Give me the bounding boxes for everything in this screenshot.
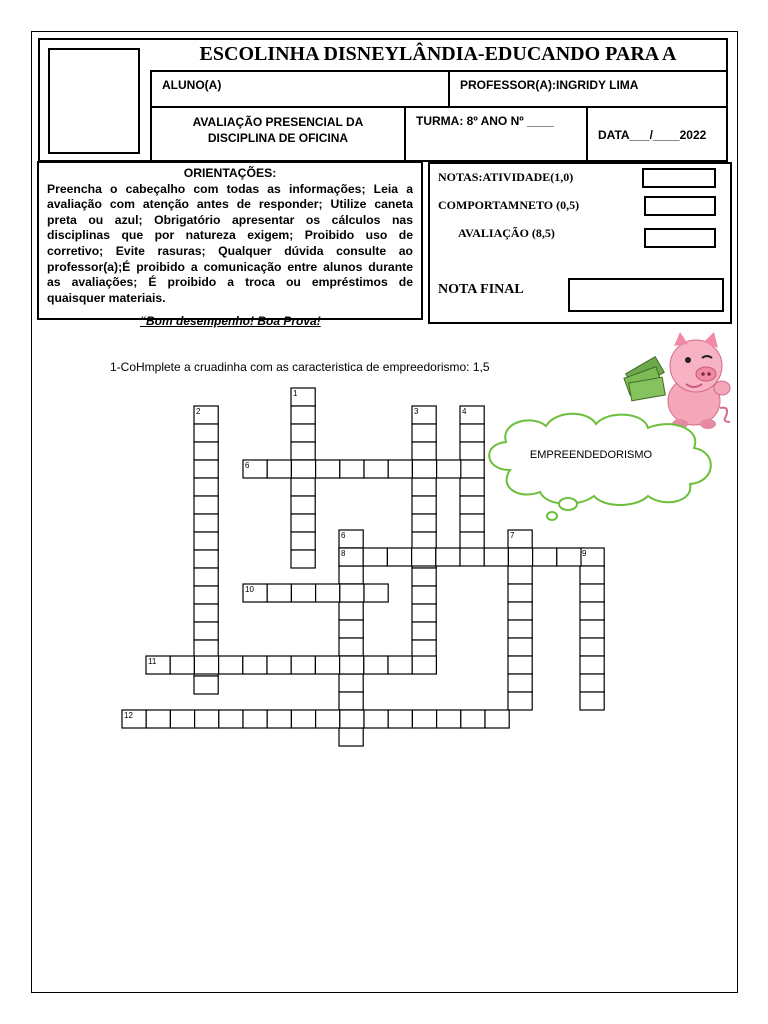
crossword-cell[interactable] [580,674,604,692]
crossword-cell[interactable] [267,460,291,478]
crossword-cell[interactable] [387,548,411,566]
crossword-cell[interactable] [340,584,364,602]
behavior-grade-label: COMPORTAMNETO (0,5) [438,198,580,212]
crossword-cell[interactable] [460,548,484,566]
crossword-cell[interactable] [291,656,315,674]
crossword-cell[interactable] [194,676,218,694]
crossword-cell[interactable] [194,424,218,442]
crossword-cell[interactable] [339,692,363,710]
crossword-cell[interactable] [291,496,315,514]
crossword-cell[interactable] [580,584,604,602]
crossword-cell[interactable] [194,478,218,496]
crossword-cell[interactable] [243,656,267,674]
crossword-cell[interactable] [412,710,436,728]
crossword-number: 11 [148,657,157,666]
crossword-cell[interactable] [580,566,604,584]
crossword-number: 2 [196,407,201,416]
crossword-cell[interactable] [533,548,557,566]
crossword-cell[interactable] [194,586,218,604]
crossword-cell[interactable] [291,514,315,532]
crossword-cell[interactable] [243,710,267,728]
crossword-cell[interactable] [412,586,436,604]
crossword-cell[interactable] [146,710,170,728]
teacher-label: PROFESSOR(A):INGRIDY LIMA [460,78,639,92]
crossword-cell[interactable] [291,550,315,568]
crossword-cell[interactable] [508,566,532,584]
crossword-number: 9 [582,549,587,558]
crossword-number: 12 [124,711,133,720]
crossword-cell[interactable] [291,584,315,602]
crossword-number: 8 [341,549,346,558]
crossword-cell[interactable] [412,496,436,514]
crossword-cell[interactable] [364,656,388,674]
crossword-cell[interactable] [339,674,363,692]
cloud-text: EMPREENDEDORISMO [529,449,653,461]
crossword-cell[interactable] [460,514,484,532]
crossword-cell[interactable] [291,442,315,460]
crossword-cell[interactable] [340,656,364,674]
crossword-cell[interactable] [508,638,532,656]
crossword-cell[interactable] [580,620,604,638]
crossword-cell[interactable] [412,442,436,460]
crossword-cell[interactable] [339,620,363,638]
crossword-cell[interactable] [267,584,291,602]
crossword-cell[interactable] [412,622,436,640]
crossword-number: 1 [293,389,298,398]
crossword-cell[interactable] [267,710,291,728]
crossword-cell[interactable] [340,460,364,478]
crossword-cell[interactable] [194,622,218,640]
crossword-cell[interactable] [508,602,532,620]
crossword-cell[interactable] [412,424,436,442]
student-label: ALUNO(A) [162,78,222,92]
crossword-cell[interactable] [339,728,363,746]
crossword-cell[interactable] [339,638,363,656]
crossword-cell[interactable] [580,656,604,674]
crossword-cell[interactable] [170,656,194,674]
crossword-number: 7 [510,531,515,540]
crossword-cell[interactable] [508,584,532,602]
crossword-cell[interactable] [194,514,218,532]
crossword-cell[interactable] [508,548,532,566]
crossword-cell[interactable] [388,460,412,478]
crossword-cell[interactable] [388,710,412,728]
crossword-cell[interactable] [194,532,218,550]
crossword-number: 6 [245,461,250,470]
crossword-cell[interactable] [291,710,315,728]
crossword-cell[interactable] [364,460,388,478]
crossword-cell[interactable] [460,532,484,550]
assessment-label: AVALIAÇÃO PRESENCIAL DA DISCIPLINA DE OFICINA [192,115,364,145]
crossword-cell[interactable] [508,620,532,638]
crossword-cell[interactable] [412,604,436,622]
crossword-cell[interactable] [580,602,604,620]
crossword-cell[interactable] [580,692,604,710]
crossword-cell[interactable] [291,424,315,442]
crossword-cell[interactable] [437,460,461,478]
crossword-cell[interactable] [364,710,388,728]
crossword-cell[interactable] [412,478,436,496]
crossword-cell[interactable] [194,568,218,586]
crossword-number: 6 [341,531,346,540]
crossword-cell[interactable] [412,548,436,566]
question-1: 1-CoHmplete a cruadinha com as caracteristica de empreedorismo: 1,5 [110,360,490,374]
crossword-cell[interactable] [315,656,339,674]
crossword-cell[interactable] [508,692,532,710]
crossword-cell[interactable] [195,710,219,728]
crossword-cell[interactable] [316,584,340,602]
crossword-cell[interactable] [557,548,581,566]
crossword-cell[interactable] [388,656,412,674]
crossword-number: 4 [462,407,467,416]
motto: “Bom desempenho! Boa Prova! [140,314,321,328]
crossword-cell[interactable] [460,496,484,514]
crossword-cell[interactable] [412,514,436,532]
crossword-cell[interactable] [437,710,461,728]
crossword-cell[interactable] [194,550,218,568]
school-title: ESCOLINHA DISNEYLÂNDIA-EDUCANDO PARA A [150,40,726,72]
crossword-cell[interactable] [580,638,604,656]
crossword-cell[interactable] [291,460,315,478]
crossword-cell[interactable] [460,478,484,496]
crossword-cell[interactable] [194,640,218,658]
crossword-cell[interactable] [436,548,460,566]
crossword-cell[interactable] [412,640,436,658]
assessment-grade-label: AVALIAÇÃO (8,5) [458,226,555,240]
crossword-cell[interactable] [460,424,484,442]
crossword-cell[interactable] [219,710,243,728]
crossword-cell[interactable] [460,442,484,460]
crossword-number: 10 [245,585,254,594]
crossword-cell[interactable] [219,656,243,674]
activity-grade-label: NOTAS:ATIVIDADE(1,0) [438,170,574,184]
crossword-cell[interactable] [340,710,364,728]
crossword-cell[interactable] [508,674,532,692]
crossword-cell[interactable] [194,604,218,622]
final-grade-label: NOTA FINAL [438,282,524,297]
date-label: DATA___/____2022 [598,128,707,142]
crossword-cell[interactable] [363,548,387,566]
crossword-cell[interactable] [194,460,218,478]
crossword-cell[interactable] [339,566,363,584]
crossword-cell[interactable] [291,532,315,550]
crossword-cell[interactable] [170,710,194,728]
crossword-cell[interactable] [461,710,485,728]
crossword-cell[interactable] [194,656,218,674]
crossword-cell[interactable] [291,478,315,496]
crossword-cell[interactable] [339,602,363,620]
crossword-number: 3 [414,407,419,416]
instructions-body: Preencha o cabeçalho com todas as informações; Leia a avaliação com atenção antes de responder; Utilize caneta preta ou azul; Obrigatório apresentar os cálculos nas disciplinas que por natureza exigem; Proibido uso de corretivo; Evite rasuras; Qualquer dúvida consulte ao professor(a);É proibido a comunicação entre alunos durante as avaliações; É proibido a troca ou empréstimos de quaisquer materiais. [47,181,413,305]
crossword-cell[interactable] [364,584,388,602]
crossword-cell[interactable] [291,406,315,424]
crossword-cell[interactable] [316,710,340,728]
crossword-cell[interactable] [412,656,436,674]
crossword-cell[interactable] [316,460,340,478]
crossword-cell[interactable] [412,532,436,550]
crossword-cell[interactable] [412,568,436,586]
crossword-cell[interactable] [508,656,532,674]
crossword-cell[interactable] [412,460,436,478]
class-label: TURMA: 8º ANO Nº ____ [416,114,554,128]
instructions-title: ORIENTAÇÕES: [183,166,277,180]
crossword-cell[interactable] [485,710,509,728]
crossword-cell[interactable] [460,460,484,478]
crossword-cell[interactable] [267,656,291,674]
crossword-cell[interactable] [484,548,508,566]
crossword-cell[interactable] [194,496,218,514]
crossword-cell[interactable] [194,442,218,460]
